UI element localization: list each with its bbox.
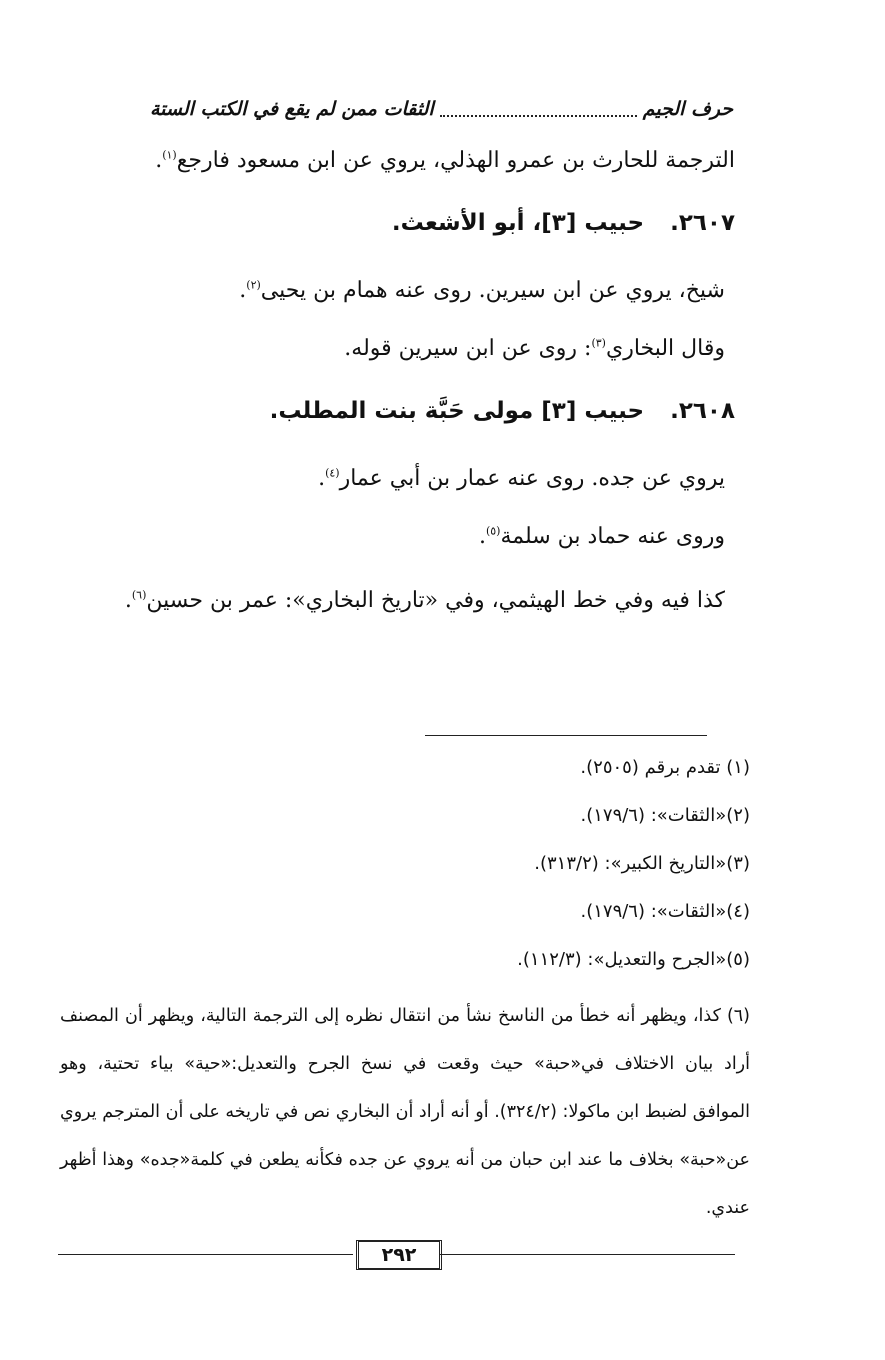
footnote-ref-5: (٥)	[485, 524, 501, 538]
entry-2608-line-1: يروي عن جده. روى عنه عمار بن أبي عمار$^{(٤)}$.	[318, 466, 725, 491]
footnote-5: (٥)«الجرح والتعديل»: (١١٢/٣).	[517, 949, 750, 970]
footnote-6-label: (٦)	[726, 1006, 750, 1026]
entry-2607-line-2-prefix: وقال البخاري	[605, 336, 725, 361]
footnote-4: (٤)«الثقات»: (١٧٩/٦).	[580, 901, 750, 922]
entry-2608-line-3: كذا فيه وفي خط الهيثمي، وفي «تاريخ البخاري»: عمر بن حسين$^{(٦)}$.	[124, 588, 725, 613]
entry-heading-2607	[392, 210, 735, 238]
footnote-ref-4: (٤)	[325, 466, 340, 480]
entry-2608-line-1-text: يروي عن جده. روى عنه عمار بن أبي عمار	[339, 466, 725, 491]
entry-2607-line-1-text: شيخ، يروي عن ابن سيرين. روى عنه همام بن يحيى	[260, 278, 725, 303]
footnote-3: (٣)«التاريخ الكبير»: (٣١٣/٢).	[534, 853, 750, 874]
footnote-ref-6: (٦)	[131, 588, 147, 602]
footnote-2: (٢)«الثقات»: (١٧٩/٦).	[580, 805, 750, 826]
footnote-1: (١) تقدم برقم (٢٥٠٥).	[580, 757, 750, 778]
intro-line: الترجمة للحارث بن عمرو الهذلي، يروي عن ابن مسعود فارجع$^{(١)}$.	[155, 148, 735, 173]
footnote-separator	[425, 735, 707, 736]
entry-heading-2608	[270, 398, 735, 426]
entry-2607-line-2-suffix: : روى عن ابن سيرين قوله.	[344, 336, 592, 361]
entry-title-2607: حبيب [٣]، أبو الأشعث.	[391, 210, 645, 236]
entry-2608-line-3-text: كذا فيه وفي خط الهيثمي، وفي «تاريخ البخاري»: عمر بن حسين	[146, 588, 725, 613]
header-section-title: حرف الجيم	[642, 98, 733, 120]
footnote-ref-2: (٢)	[246, 278, 261, 292]
intro-line-text: الترجمة للحارث بن عمرو الهذلي، يروي عن ابن مسعود فارجع	[176, 148, 735, 173]
entry-number-2607: ٢٦٠٧.	[670, 210, 735, 236]
footer-rule-left	[58, 1254, 353, 1255]
entry-title-2608: حبيب [٣] مولى حَبَّة بنت المطلب.	[269, 398, 645, 424]
running-header	[150, 92, 733, 126]
footnote-6	[60, 992, 750, 1232]
entry-number-2608: ٢٦٠٨.	[670, 398, 735, 424]
footnote-6-text: كذا، ويظهر أنه خطأ من الناسخ نشأ من انتقال نظره إلى الترجمة التالية، ويظهر أن المصنف أراد بيان الاختلاف في«حبة» حيث وقعت في نسخ الجرح والتعديل:«حية» بياء تحتية، وهو الموافق لضبط ابن ماكولا: (٣٢٤/٢). أو أنه أراد أن البخاري نص في تاريخه على أن المترجم يروي عن«حبة» بخلاف ما عند ابن حبان من أنه يروي عن جده فكأنه يطعن في كلمة«جده» وهذا أظهر عندي.	[60, 1006, 750, 1218]
page-number: ٢٩٢	[356, 1240, 442, 1270]
entry-2608-line-2-text: وروى عنه حماد بن سلمة	[500, 524, 725, 549]
entry-2607-line-1: شيخ، يروي عن ابن سيرين. روى عنه همام بن يحيى$^{(٢)}$.	[239, 278, 725, 303]
header-book-title: الثقات ممن لم يقع في الكتب الستة	[150, 98, 434, 120]
entry-2608-line-2: وروى عنه حماد بن سلمة$^{(٥)}$.	[478, 524, 725, 549]
header-dot-leader	[440, 101, 637, 117]
footer-rule-right	[440, 1254, 735, 1255]
entry-2607-line-2	[344, 336, 725, 362]
footnote-ref-1: (١)	[162, 148, 177, 162]
footnote-ref-3: (٣)	[591, 336, 606, 350]
